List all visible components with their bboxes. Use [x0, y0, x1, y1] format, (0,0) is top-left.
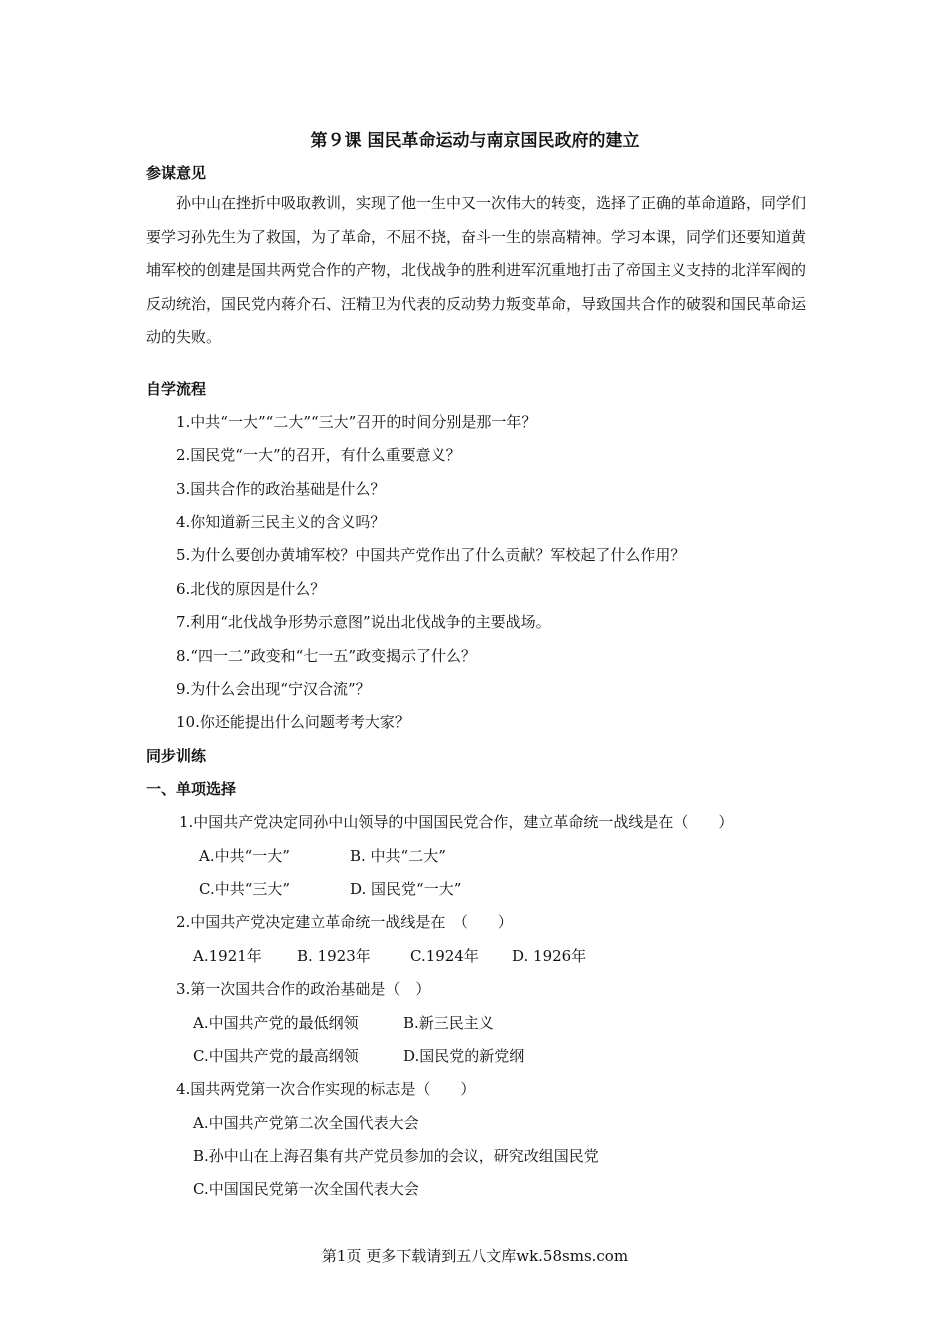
flow-item: 1.中共“一大”“二大”“三大”召开的时间分别是那一年？ — [176, 413, 537, 431]
question-3-option-d: D.国民党的新党纲 — [403, 1047, 525, 1065]
flow-item: 2.国民党“一大”的召开，有什么重要意义？ — [176, 446, 461, 464]
question-1-option-c: C.中共“三大” — [199, 880, 291, 898]
question-1-option-b: B. 中共“二大” — [350, 847, 446, 865]
flow-item: 3.国共合作的政治基础是什么？ — [176, 480, 386, 498]
flow-item: 9.为什么会出现“宁汉合流”？ — [176, 680, 371, 698]
question-4-option-b: B.孙中山在上海召集有共产党员参加的会议，研究改组国民党 — [193, 1147, 599, 1165]
advice-heading: 参谋意见 — [146, 164, 207, 182]
question-2-option-a: A.1921年 — [193, 947, 262, 965]
training-heading: 同步训练 — [146, 747, 207, 765]
advice-paragraph: 孙中山在挫折中吸取教训，实现了他一生中又一次伟大的转变，选择了正确的革命道路，同学们要学习孙先生为了救国，为了革命，不屈不挠，奋斗一生的崇高精神。学习本课，同学们还要知道黄埔军校的创建是国共两党合作的产物，北伐战争的胜利进军沉重地打击了帝国主义支持的北洋军阀的反动统治，国民党内蒋介石、汪精卫为代表的反动势力叛变革命，导致国共合作的破裂和国民革命运动的失败。 — [146, 194, 807, 346]
page-title: 第９课 国民革命运动与南京国民政府的建立 — [310, 131, 640, 151]
question-1-option-d: D. 国民党“一大” — [350, 880, 462, 898]
question-4-option-c: C.中国国民党第一次全国代表大会 — [193, 1180, 419, 1198]
flow-heading: 自学流程 — [146, 380, 207, 398]
question-1-stem: 1.中国共产党决定同孙中山领导的中国国民党合作，建立革命统一战线是在（ ） — [179, 813, 734, 831]
question-2-stem: 2.中国共产党决定建立革命统一战线是在 （ ） — [176, 913, 513, 931]
flow-item: 5.为什么要创办黄埔军校？中国共产党作出了什么贡献？军校起了什么作用？ — [176, 546, 686, 564]
page-footer: 第1页 更多下载请到五八文库wk.58sms.com — [321, 1247, 629, 1265]
question-4-stem: 4.国共两党第一次合作实现的标志是（ ） — [176, 1080, 476, 1098]
flow-item: 6.北伐的原因是什么？ — [176, 580, 326, 598]
question-2-option-d: D. 1926年 — [512, 947, 587, 965]
flow-item: 8.“四一二”政变和“七一五”政变揭示了什么？ — [176, 647, 476, 665]
question-1-option-a: A.中共“一大” — [199, 847, 290, 865]
single-choice-heading: 一、单项选择 — [146, 780, 237, 798]
flow-item: 4.你知道新三民主义的含义吗？ — [176, 513, 386, 531]
question-3-option-b: B.新三民主义 — [403, 1014, 494, 1032]
question-2-option-b: B. 1923年 — [297, 947, 371, 965]
question-2-option-c: C.1924年 — [410, 947, 479, 965]
flow-item: 10.你还能提出什么问题考考大家？ — [176, 713, 410, 731]
question-4-option-a: A.中国共产党第二次全国代表大会 — [193, 1114, 419, 1132]
question-3-option-a: A.中国共产党的最低纲领 — [193, 1014, 359, 1032]
flow-item: 7.利用“北伐战争形势示意图”说出北伐战争的主要战场。 — [176, 613, 551, 631]
question-3-option-c: C.中国共产党的最高纲领 — [193, 1047, 359, 1065]
question-3-stem: 3.第一次国共合作的政治基础是（ ） — [176, 980, 431, 998]
